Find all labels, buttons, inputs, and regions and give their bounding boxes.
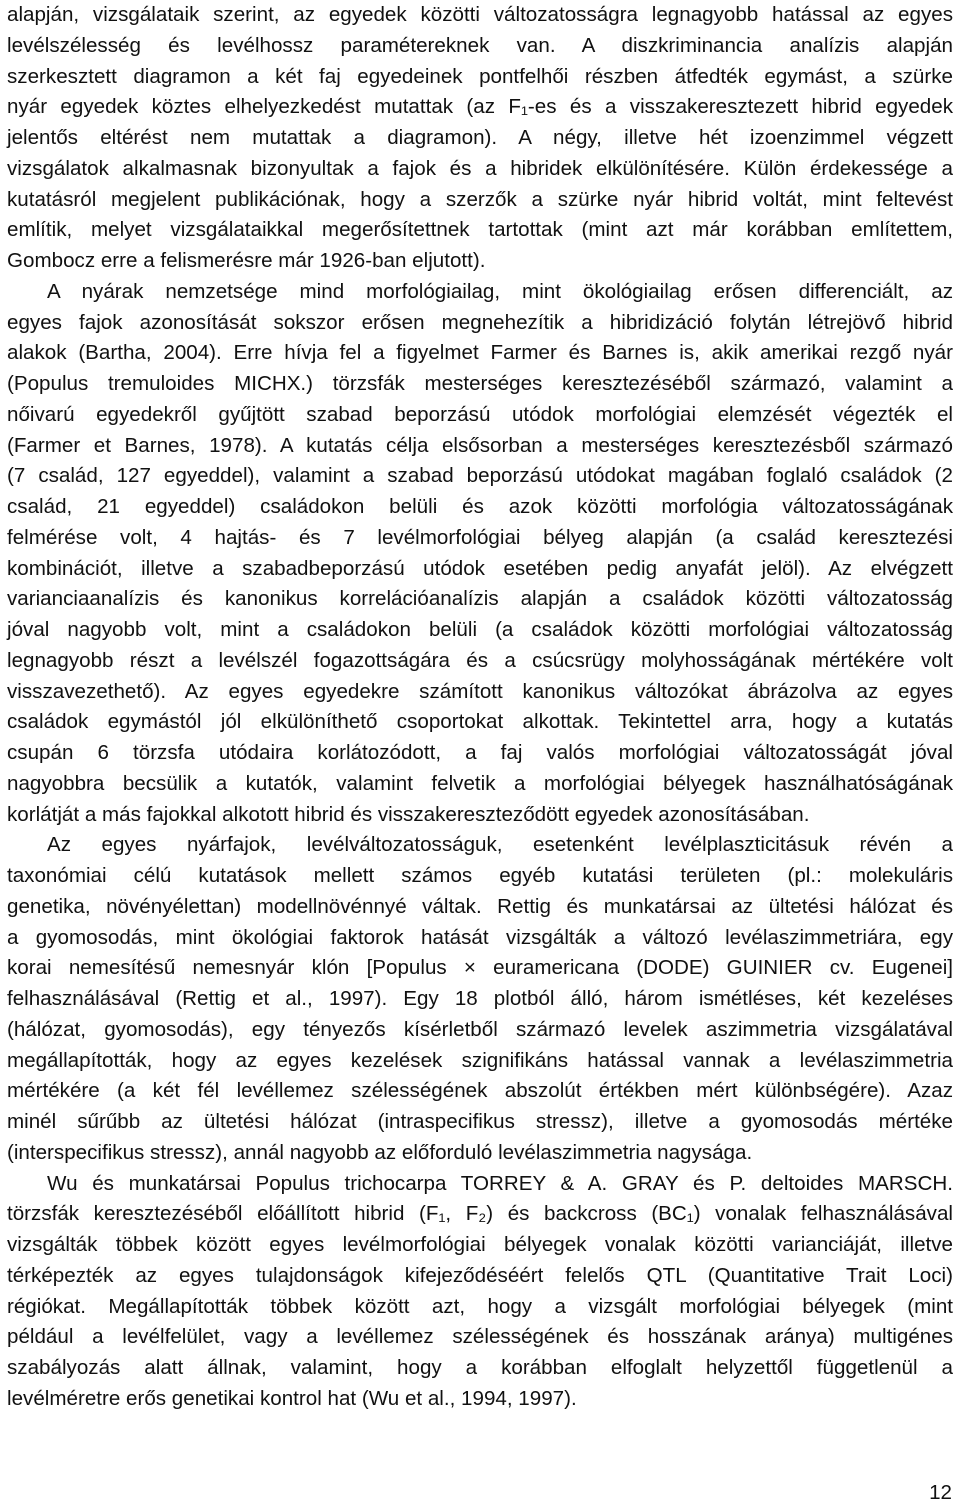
text-line: Gombocz erre a felismerésre már 1926-ban eljutott). <box>7 249 486 272</box>
text-line: a gyomosodás, mint ökológiai faktorok hatását vizsgálták a változó levélaszimmetriára, egy <box>7 925 953 949</box>
page-number: 12 <box>929 1481 952 1504</box>
text-line: kutatásról megjelent publikációnak, hogy a szerzők a szürke nyár hibrid voltát, mint feltevést <box>7 187 953 211</box>
text-line: felhasználásával (Rettig et al., 1997). Egy 18 plotból álló, három ismétléses, két kezeléses <box>7 987 953 1010</box>
text-line: szabályozás alatt állnak, valamint, hogy a korábban elfoglalt helyzettől függetlenül a <box>7 1356 953 1379</box>
text-line: nőivarú egyedekről gyűjtött szabad beporzású utódok morfológiai elemzését végezték el <box>7 402 953 426</box>
text-line: vizsgálatok alkalmasnak bizonyultak a fajok és a hibridek elkülönítésére. Külön érdekessége a <box>7 156 953 180</box>
text-line: felmérése volt, 4 hajtás- és 7 levélmorfológiai bélyeg alapján (a család keresztezési <box>7 525 953 549</box>
text-line: varianciaanalízis és kanonikus korrelációanalízis alapján a családok közötti változatosság <box>7 587 953 611</box>
text-line: szerkesztett diagramon a két faj egyedeinek pontfelhői részben átfedték egymást, a szürke <box>7 64 953 88</box>
text-line: Wu és munkatársai Populus trichocarpa TORREY & A. GRAY és P. deltoides MARSCH. <box>47 1171 953 1195</box>
text-line: egyes fajok azonosítását sokszor erősen megnehezítik a hibridizáció folytán létrejövő hibrid <box>7 310 953 334</box>
text-line: minél sűrűbb az ültetési hálózat (intraspecifikus stressz), illetve a gyomosodás mértéke <box>7 1110 953 1133</box>
text-line: család, 21 egyeddel) családokon belüli és azok közötti morfológia változatosságának <box>7 495 953 518</box>
text-line: kombinációt, illetve a szabadbeporzású utódok esetében pedig anyafát jelöl). Az elvégzett <box>7 556 953 580</box>
text-line: jelentős eltérést nem mutattak a diagramon). A négy, illetve hét izoenzimmel végzett <box>7 126 953 149</box>
text-line: Az egyes nyárfajok, levélváltozatosságuk, esetenként levélplaszticitásuk révén a <box>47 833 953 857</box>
text-line: jóval nagyobb volt, mint a családokon belüli (a családok közötti morfológiai változatosság <box>7 618 953 641</box>
text-line: genetika, növényélettan) modellnövénnyé váltak. Rettig és munkatársai az ültetési hálózat és <box>7 894 953 918</box>
text-line: korai nemesítésű nemesnyár klón [Populus × euramericana (DODE) GUINIER cv. Eugenei] <box>7 956 953 980</box>
text-line: taxonómiai célú kutatások mellett számos egyéb kutatási területen (pl.: molekuláris <box>7 864 953 887</box>
text-line: térképezték az egyes tulajdonságok kifejeződéséért felelős QTL (Quantitative Trait Loci) <box>7 1263 953 1287</box>
text-line: (Populus tremuloides MICHX.) törzsfák mesterséges keresztezéséből származó, valamint a <box>7 372 953 395</box>
text-line: például a levélfelület, vagy a levéllemez szélességének és hosszának aránya) multigénes <box>7 1325 953 1349</box>
text-line: legnagyobb részt a levélszél fogazottságára és a csúcsrügy molyhosságának mértékére volt <box>7 648 953 672</box>
text-line: levélméretre erős genetikai kontrol hat (Wu et al., 1994, 1997). <box>7 1386 577 1410</box>
text-line: (7 család, 127 egyeddel), valamint a szabad beporzású utódokat magában foglaló családok (2 <box>7 464 953 488</box>
text-line: alapján, vizsgálataik szerint, az egyedek közötti változatosságra legnagyobb hatással az egyes <box>7 3 953 26</box>
text-line: nyár egyedek köztes elhelyezkedést mutattak (az F₁-es és a visszakeresztezett hibrid egyedek <box>7 95 953 119</box>
text-line: vizsgálták többek között egyes levélmorfológiai bélyegek vonalak közötti varianciáját, illetve <box>7 1233 953 1256</box>
text-line: korlátját a más fajokkal alkotott hibrid és visszakereszteződött egyedek azonosításában. <box>7 802 810 826</box>
text-line: A nyárak nemzetsége mind morfológiailag, mint ökológiailag erősen differenciált, az <box>47 279 953 303</box>
text-line: megállapították, hogy az egyes kezelések szignifikáns hatással vannak a levélaszimmetria <box>7 1048 953 1072</box>
text-line: alakok (Bartha, 2004). Erre hívja fel a figyelmet Farmer és Barnes is, akik amerikai rezgő nyár <box>7 341 953 365</box>
text-line: (Farmer et Barnes, 1978). A kutatás célja elsősorban a mesterséges keresztezésből származó <box>7 433 953 457</box>
text-line: visszavezethető). Az egyes egyedekre számított kanonikus változókat ábrázolva az egyes <box>7 679 953 703</box>
text-line: nagyobbra becsülik a kutatók, valamint felvetik a morfológiai bélyegek használhatóságának <box>7 771 953 795</box>
text-line: (interspecifikus stressz), annál nagyobb az előforduló levélaszimmetria nagysága. <box>7 1140 753 1164</box>
text-line: említik, melyet vizsgálataikkal megerősítettnek tartottak (mint azt már korábban említettem, <box>7 218 953 242</box>
text-line: családok egymástól jól elkülöníthető csoportokat alkottak. Tekintettel arra, hogy a kutatás <box>7 710 953 734</box>
text-line: csupán 6 törzsfa utódaira korlátozódott, a faj valós morfológiai változatosságát jóval <box>7 741 953 764</box>
text-line: levélszélesség és levélhossz paramétereknek van. A diszkriminancia analízis alapján <box>7 33 953 57</box>
text-line: (hálózat, gyomosodás), egy tényezős kísérletből származó levelek aszimmetria vizsgálatával <box>7 1017 953 1041</box>
text-line: törzsfák keresztezéséből előállított hibrid (F₁, F₂) és backcross (BC₁) vonalak felhasználásával <box>7 1202 953 1226</box>
body-text <box>7 0 953 1415</box>
text-line: mértékére (a két fél levéllemez szélességének abszolút értékben mért különbségére). Azaz <box>7 1079 953 1103</box>
text-line: régiókat. Megállapították többek között azt, hogy a vizsgált morfológiai bélyegek (mint <box>7 1294 953 1318</box>
